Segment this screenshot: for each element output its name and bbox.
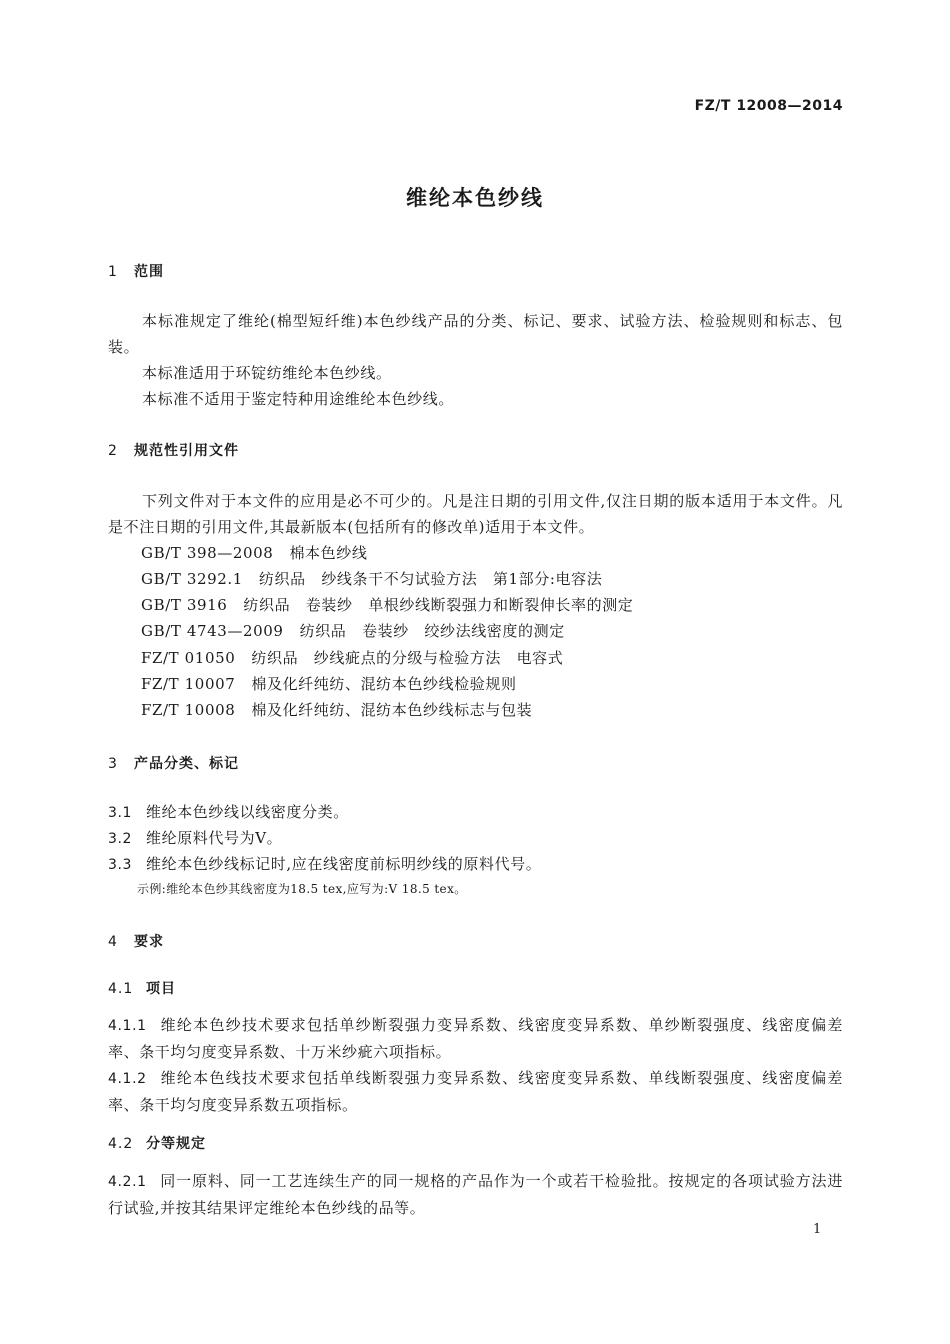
subsection-number: 4.1 xyxy=(108,981,134,997)
section-number: 2 xyxy=(108,443,118,459)
clause-3-3 xyxy=(108,851,843,878)
clause-3-2 xyxy=(108,825,843,852)
reference-title: 棉本色纱线 xyxy=(289,544,368,562)
clause-number: 3.3 xyxy=(108,857,133,873)
section-title: 范围 xyxy=(134,264,164,280)
clause-4-2-1 xyxy=(108,1168,843,1221)
clause-number: 3.1 xyxy=(108,805,133,821)
clause-number: 4.1.2 xyxy=(108,1071,147,1087)
paragraph: 本标准不适用于鉴定特种用途维纶本色纱线。 xyxy=(142,390,455,408)
clause-3-1 xyxy=(108,799,843,826)
reference-code: GB/T 4743—2009 xyxy=(141,622,284,640)
reference-item xyxy=(141,697,876,723)
clause-number: 4.1.1 xyxy=(108,1018,147,1034)
reference-item xyxy=(141,540,876,566)
document-title: 维纶本色纱线 xyxy=(406,186,544,210)
reference-item xyxy=(141,645,876,671)
clause-text: 同一原料、同一工艺连续生产的同一规格的产品作为一个或若干检验批。按规定的各项试验方法进行试验,并按其结果评定维纶本色纱线的品等。 xyxy=(108,1172,843,1217)
section-heading-scope xyxy=(108,261,164,281)
section-number: 1 xyxy=(108,264,118,280)
reference-item xyxy=(141,671,876,697)
reference-code: GB/T 3916 xyxy=(141,596,228,614)
clause-text: 维纶本色纱线标记时,应在线密度前标明纱线的原料代号。 xyxy=(146,855,542,873)
reference-title: 纺织品 纱线条干不匀试验方法 第1部分:电容法 xyxy=(258,570,603,588)
reference-code: FZ/T 01050 xyxy=(141,649,236,667)
reference-code: GB/T 398—2008 xyxy=(141,544,274,562)
document-code: FZ/T 12008—2014 xyxy=(694,98,843,114)
subsection-heading-items xyxy=(108,978,176,998)
reference-title: 纺织品 卷装纱 绞纱法线密度的测定 xyxy=(299,622,565,640)
clause-text: 维纶本色纱技术要求包括单纱断裂强力变异系数、线密度变异系数、单纱断裂强度、线密度偏差率、条干均匀度变异系数、十万米纱疵六项指标。 xyxy=(108,1016,843,1061)
section-heading-classification xyxy=(108,753,239,773)
reference-code: GB/T 3292.1 xyxy=(141,570,243,588)
reference-title: 棉及化纤纯纺、混纺本色纱线标志与包装 xyxy=(251,701,533,719)
section-title: 产品分类、标记 xyxy=(134,756,239,772)
page-number: 1 xyxy=(813,1222,822,1237)
clause-number: 4.2.1 xyxy=(108,1174,147,1190)
section-heading-requirements xyxy=(108,931,164,951)
example-note: 示例:维纶本色纱其线密度为18.5 tex,应写为:V 18.5 tex。 xyxy=(137,882,467,896)
clause-text: 维纶原料代号为V。 xyxy=(146,829,283,847)
paragraph: 本标准适用于环锭纺维纶本色纱线。 xyxy=(142,364,392,382)
subsection-number: 4.2 xyxy=(108,1136,134,1152)
section-title: 规范性引用文件 xyxy=(134,443,239,459)
section-number: 4 xyxy=(108,934,118,950)
clause-4-1-2 xyxy=(108,1065,843,1118)
subsection-title: 项目 xyxy=(146,981,176,997)
reference-title: 纺织品 卷装纱 单根纱线断裂强力和断裂伸长率的测定 xyxy=(243,596,634,614)
clause-4-1-1 xyxy=(108,1012,843,1065)
reference-code: FZ/T 10008 xyxy=(141,701,236,719)
reference-title: 棉及化纤纯纺、混纺本色纱线检验规则 xyxy=(251,675,517,693)
section-title: 要求 xyxy=(134,934,164,950)
subsection-title: 分等规定 xyxy=(146,1136,206,1152)
subsection-heading-grading xyxy=(108,1133,206,1153)
paragraph: 本标准规定了维纶(棉型短纤维)本色纱线产品的分类、标记、要求、试验方法、检验规则和标志、包装。 xyxy=(108,312,843,356)
reference-item xyxy=(141,566,876,592)
clause-text: 维纶本色纱线以线密度分类。 xyxy=(146,803,349,821)
section-number: 3 xyxy=(108,756,118,772)
reference-item xyxy=(141,592,876,618)
section-heading-normative-references xyxy=(108,440,239,460)
paragraph: 下列文件对于本文件的应用是必不可少的。凡是注日期的引用文件,仅注日期的版本适用于本文件。凡是不注日期的引用文件,其最新版本(包括所有的修改单)适用于本文件。 xyxy=(108,492,843,536)
reference-item xyxy=(141,618,876,644)
clause-text: 维纶本色线技术要求包括单线断裂强力变异系数、线密度变异系数、单线断裂强度、线密度偏差率、条干均匀度变异系数五项指标。 xyxy=(108,1069,843,1114)
reference-code: FZ/T 10007 xyxy=(141,675,236,693)
clause-number: 3.2 xyxy=(108,831,133,847)
reference-title: 纺织品 纱线疵点的分级与检验方法 电容式 xyxy=(251,649,564,667)
